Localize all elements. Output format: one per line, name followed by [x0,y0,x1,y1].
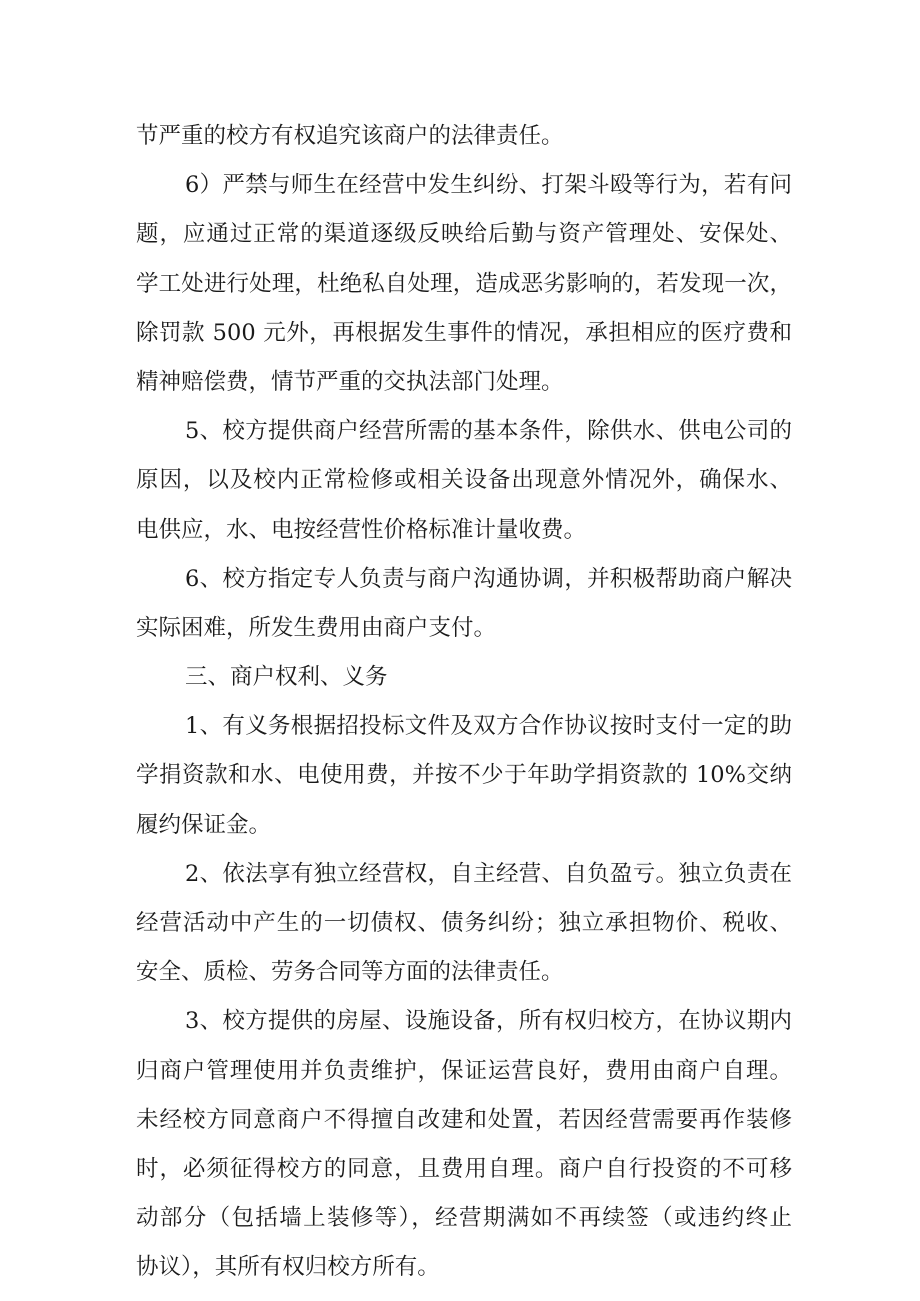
text-line: 6）严禁与师生在经营中发生纠纷、打架斗殴等行为，若有问 [185,172,792,199]
text-line: 时，必须征得校方的同意，且费用自理。商户自行投资的不可移 [136,1155,792,1182]
text-line: 协议），其所有权归校方所有。 [136,1254,440,1281]
text-line: 1、有义务根据招投标文件及双方合作协议按时支付一定的助 [185,713,792,740]
text-line: 实际困难，所发生费用由商户支付。 [136,614,497,641]
text-line: 精神赔偿费，情节严重的交执法部门处理。 [136,368,564,395]
text-line: 动部分（包括墙上装修等），经营期满如不再续签（或违约终止 [136,1205,792,1232]
text-line: 未经校方同意商户不得擅自改建和处置，若因经营需要再作装修 [136,1106,792,1133]
text-line: 学捐资款和水、电使用费，并按不少于年助学捐资款的 10%交纳 [136,762,792,789]
text-line: 原因，以及校内正常检修或相关设备出现意外情况外，确保水、 [136,467,792,494]
text-line: 除罚款 500 元外，再根据发生事件的情况，承担相应的医疗费和 [136,319,792,346]
text-line: 经营活动中产生的一切债权、债务纠纷；独立承担物价、税收、 [136,910,792,936]
document-body [136,112,792,1293]
text-line: 学工处进行处理，杜绝私自处理，造成恶劣影响的，若发现一次， [136,270,792,297]
text-line: 3、校方提供的房屋、设施设备，所有权归校方，在协议期内 [185,1008,792,1035]
text-line: 2、依法享有独立经营权，自主经营、自负盈亏。独立负责在 [185,860,792,887]
text-line: 5、校方提供商户经营所需的基本条件，除供水、供电公司的 [185,418,792,445]
text-line: 节严重的校方有权追究该商户的法律责任。 [136,123,564,149]
text-line: 6、校方指定专人负责与商户沟通协调，并积极帮助商户解决 [185,565,792,592]
text-line: 电供应，水、电按经营性价格标准计量收费。 [136,516,587,543]
text-line: 归商户管理使用并负责维护，保证运营良好，费用由商户自理。 [136,1057,792,1084]
text-line: 履约保证金。 [136,811,272,838]
text-line: 安全、质检、劳务合同等方面的法律责任。 [136,959,564,986]
text-line: 题，应通过正常的渠道逐级反映给后勤与资产管理处、安保处、 [136,221,792,248]
text-line: 三、商户权利、义务 [185,664,388,691]
